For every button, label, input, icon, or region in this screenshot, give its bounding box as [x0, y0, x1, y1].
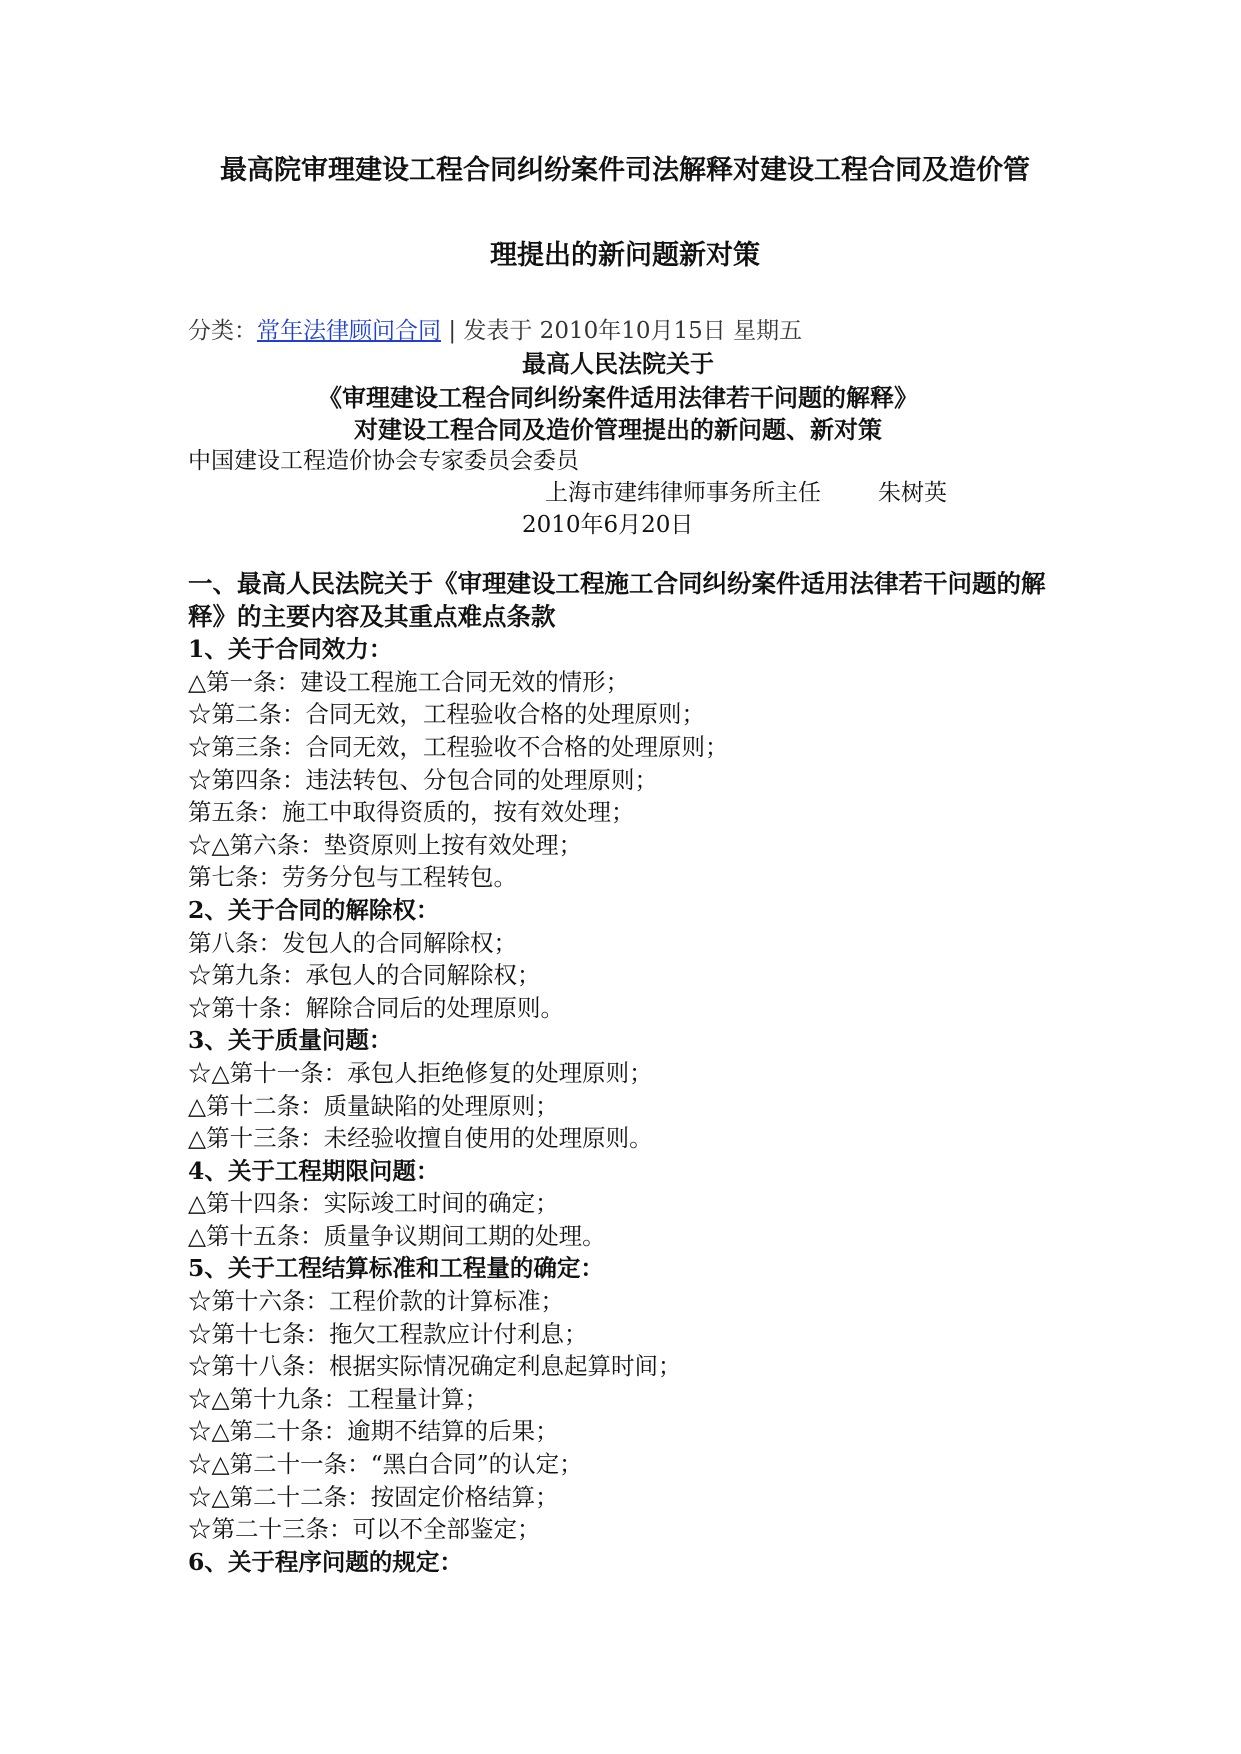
author-date: 2010年6月20日	[522, 512, 694, 538]
subsection-heading: 2、关于合同的解除权：	[188, 895, 440, 924]
clause-item: ☆△第十一条：承包人拒绝修复的处理原则；	[188, 1058, 653, 1087]
clause-item: ☆△第六条：垫资原则上按有效处理；	[188, 830, 583, 859]
post-meta	[188, 312, 802, 345]
clause-item: 第七条：劳务分包与工程转包。	[188, 863, 517, 892]
meta-separator: |	[448, 318, 457, 344]
subtitle-line3: 对建设工程合同及造价管理提出的新问题、新对策	[354, 415, 882, 444]
category-link[interactable]: 常年法律顾问合同	[257, 318, 441, 344]
clause-item: ☆第二十三条：可以不全部鉴定；	[188, 1515, 541, 1544]
subtitle-line2: 《审理建设工程合同纠纷案件适用法律若干问题的解释》	[318, 383, 918, 412]
clause-item: 第五条：施工中取得资质的，按有效处理；	[188, 798, 635, 827]
author-name: 朱树英	[878, 480, 947, 506]
clause-item: △第十三条：未经验收擅自使用的处理原则。	[188, 1124, 653, 1153]
clause-item: △第十四条：实际竣工时间的确定；	[188, 1189, 559, 1218]
subsection-heading: 4、关于工程期限问题：	[188, 1156, 440, 1185]
section-heading: 一、最高人民法院关于《审理建设工程施工合同纠纷案件适用法律若干问题的解释》的主要内容及其重点难点条款	[188, 569, 1046, 631]
category-label: 分类：	[188, 318, 257, 344]
subsection-heading: 3、关于质量问题：	[188, 1026, 393, 1055]
clause-item: ☆第十六条：工程价款的计算标准；	[188, 1287, 564, 1316]
clause-list	[188, 633, 1068, 1578]
clause-item: ☆△第二十一条：“黑白合同”的认定；	[188, 1450, 583, 1479]
clause-item: ☆△第二十二条：按固定价格结算；	[188, 1482, 559, 1511]
clause-item: ☆第十条：解除合同后的处理原则。	[188, 993, 564, 1022]
clause-item: ☆第十八条：根据实际情况确定利息起算时间；	[188, 1352, 682, 1381]
article-body	[188, 568, 1068, 1578]
clause-item: ☆△第十九条：工程量计算；	[188, 1384, 489, 1413]
clause-item: ☆第二条：合同无效，工程验收合格的处理原则；	[188, 700, 705, 729]
clause-item: △第十五条：质量争议期间工期的处理。	[188, 1221, 606, 1250]
clause-item: 第八条：发包人的合同解除权；	[188, 928, 517, 957]
clause-item: ☆第四条：违法转包、分包合同的处理原则；	[188, 765, 658, 794]
document-title-line1: 最高院审理建设工程合同纠纷案件司法解释对建设工程合同及造价管	[220, 155, 1030, 186]
clause-item: △第十二条：质量缺陷的处理原则；	[188, 1091, 559, 1120]
clause-item: ☆第三条：合同无效，工程验收不合格的处理原则；	[188, 732, 729, 761]
subtitle-line1: 最高人民法院关于	[522, 349, 714, 378]
subsection-heading: 1、关于合同效力：	[188, 635, 393, 664]
author-committee: 中国建设工程造价协会专家委员会委员	[188, 448, 579, 474]
subsection-heading: 5、关于工程结算标准和工程量的确定：	[188, 1254, 604, 1283]
clause-item: ☆第十七条：拖欠工程款应计付利息；	[188, 1319, 588, 1348]
publish-date: 发表于 2010年10月15日 星期五	[463, 318, 803, 344]
clause-item: △第一条：建设工程施工合同无效的情形；	[188, 667, 630, 696]
clause-item: ☆第九条：承包人的合同解除权；	[188, 961, 541, 990]
subsection-heading: 6、关于程序问题的规定：	[188, 1547, 463, 1576]
document-title-line2: 理提出的新问题新对策	[490, 240, 760, 271]
clause-item: ☆△第二十条：逾期不结算的后果；	[188, 1417, 559, 1446]
author-firm: 上海市建纬律师事务所主任	[545, 480, 821, 506]
